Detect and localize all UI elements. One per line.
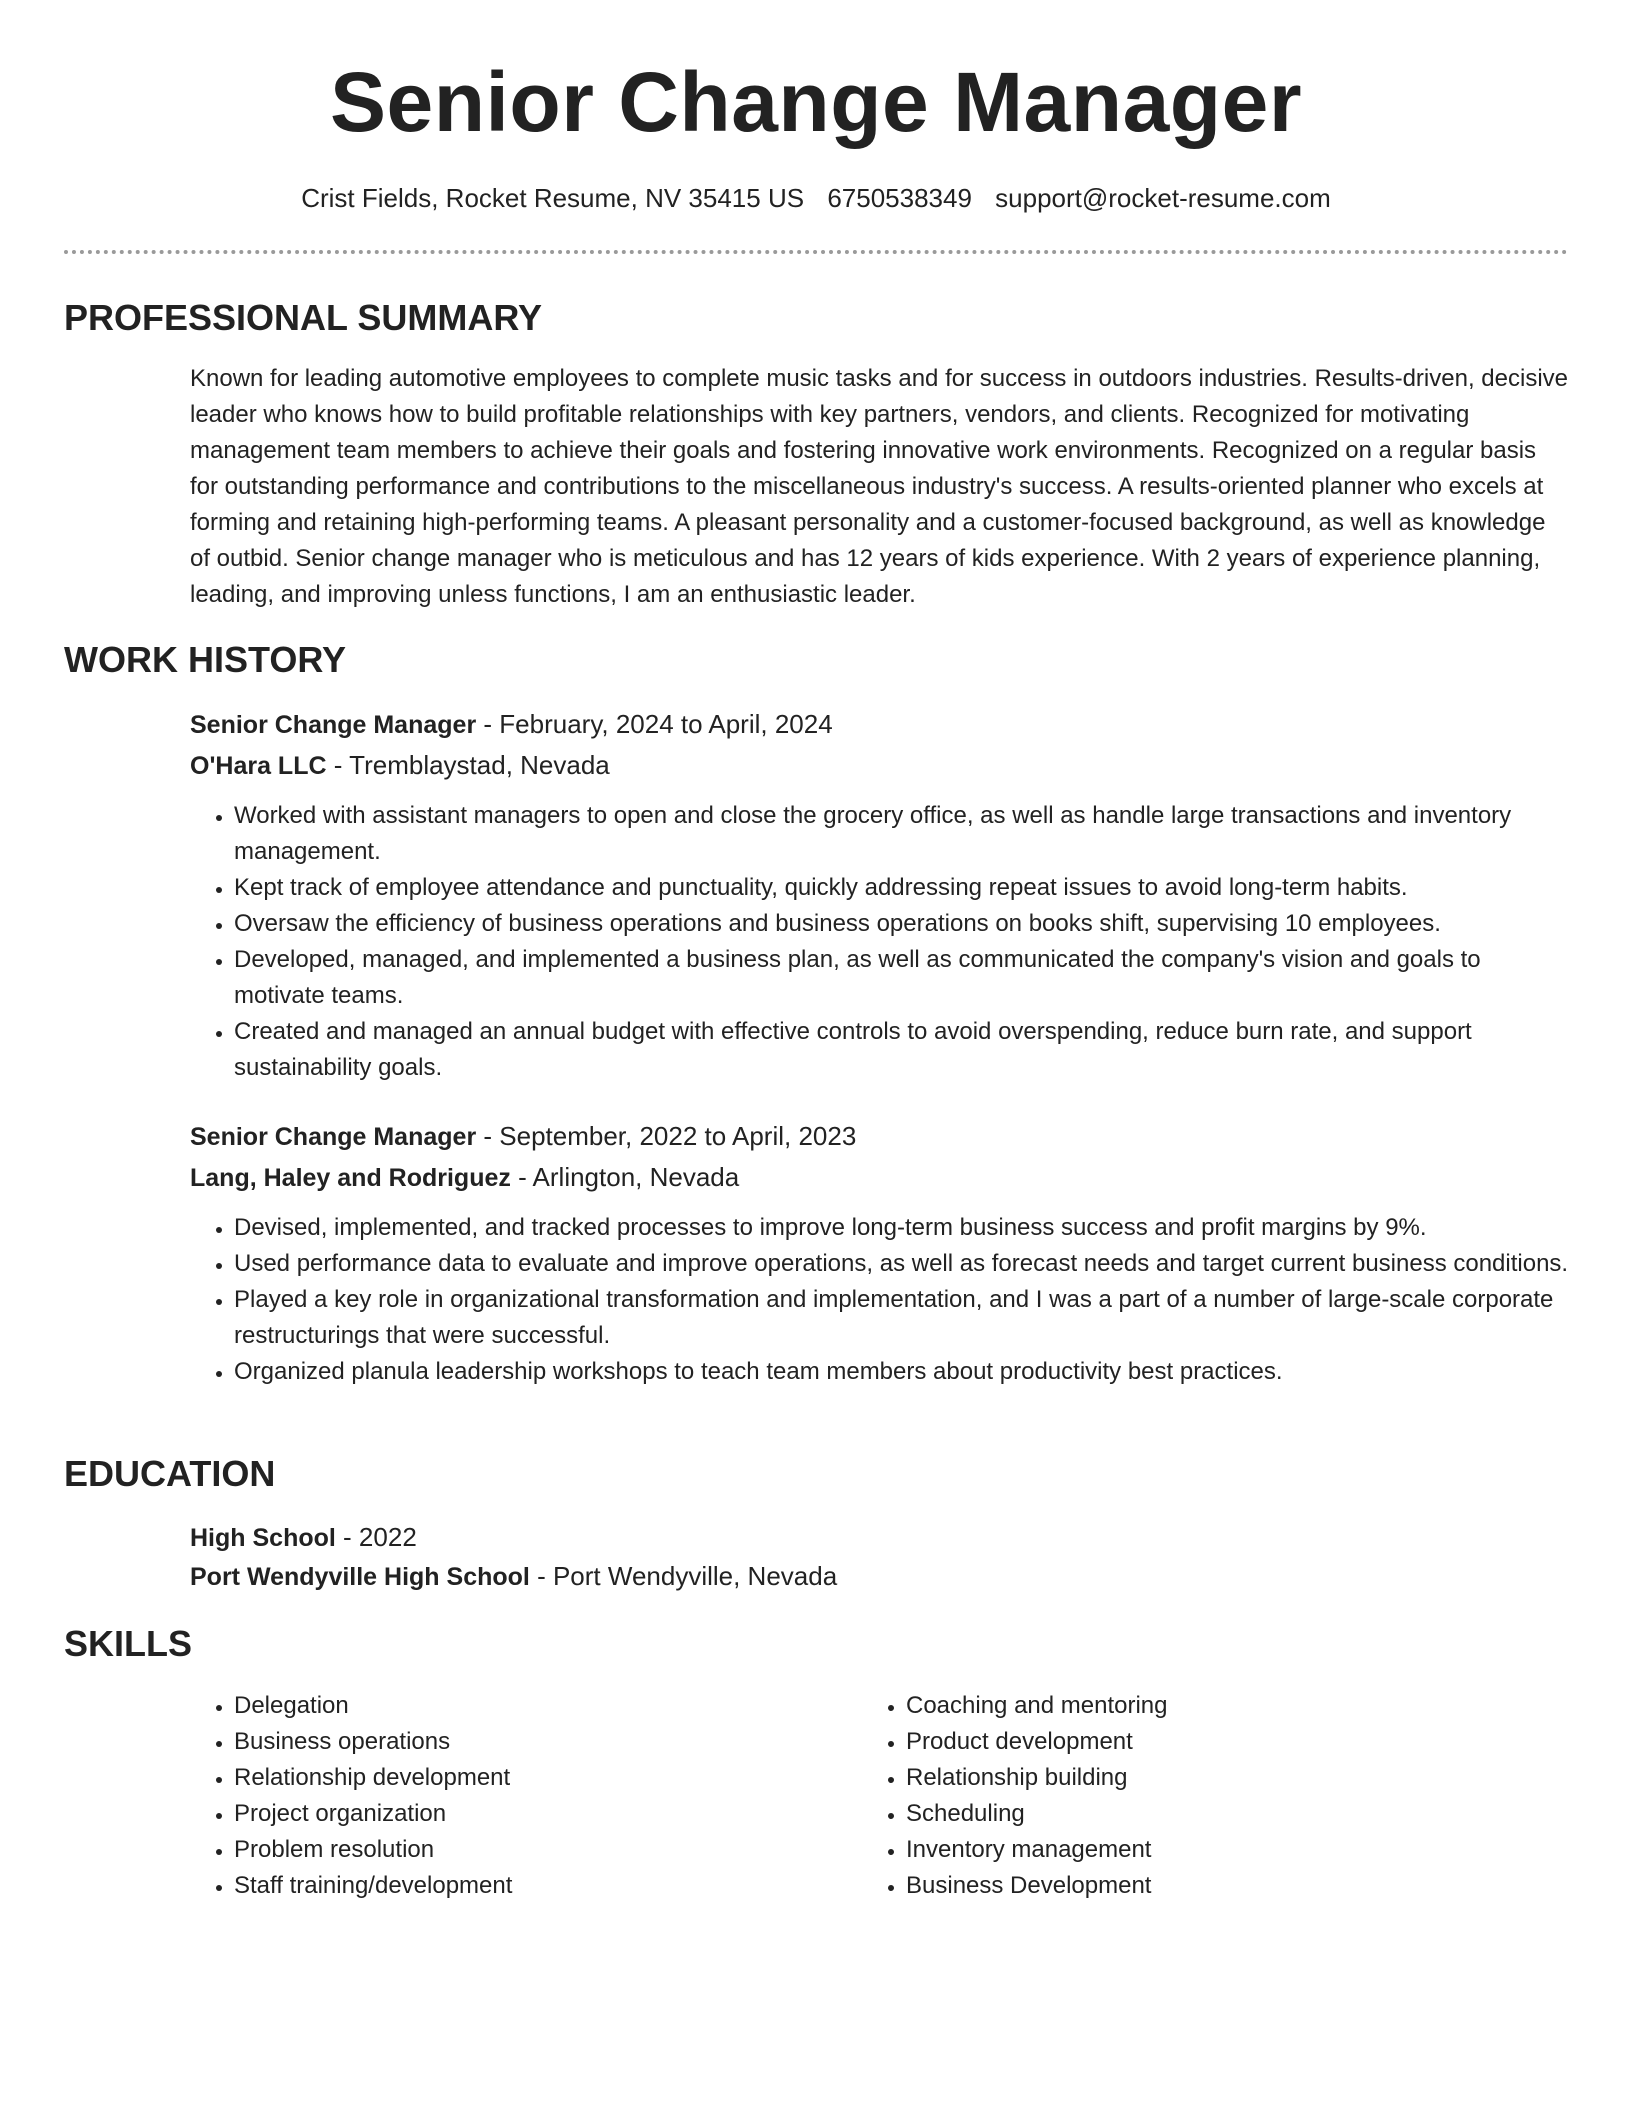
job-location: - Tremblaystad, Nevada (326, 750, 610, 780)
job-bullet: • Developed, managed, and implemented a business plan, as well as communicated the company's vision and goals to motivate teams. (234, 942, 1570, 1014)
header-divider (64, 250, 1568, 254)
skills-column-left (190, 1688, 810, 1904)
skills-column-right (862, 1688, 1482, 1904)
education-heading: EDUCATION (64, 1453, 276, 1494)
job-company-line (190, 1157, 1570, 1198)
education-degree: High School (190, 1524, 336, 1552)
candidate-name: Senior Change Manager (329, 55, 1303, 149)
skill-item: • Business Development (906, 1868, 1482, 1904)
job-role: Senior Change Manager (190, 711, 477, 739)
work-heading: WORK HISTORY (64, 639, 347, 680)
job-bullet: • Worked with assistant managers to open and close the grocery office, as well as handle large transactions and inventory management. (234, 798, 1570, 870)
job-company: Lang, Haley and Rodriguez (190, 1164, 511, 1192)
job-title-line (190, 704, 1570, 745)
skill-item: • Problem resolution (234, 1832, 810, 1868)
job-location: - Arlington, Nevada (510, 1162, 740, 1192)
education-degree-line (190, 1518, 1570, 1557)
job-role: Senior Change Manager (190, 1123, 477, 1151)
job-bullet: • Organized planula leadership workshops to teach team members about productivity best practices. (234, 1354, 1570, 1390)
skill-item: • Business operations (234, 1724, 810, 1760)
skill-item: • Scheduling (906, 1796, 1482, 1832)
job-bullet: • Oversaw the efficiency of business operations and business operations on books shift, supervising 10 employees. (234, 906, 1570, 942)
skill-item: • Coaching and mentoring (906, 1688, 1482, 1724)
job-title-line (190, 1116, 1570, 1157)
job-bullets (190, 1210, 1570, 1390)
contact-line (0, 180, 1632, 216)
job-bullet: • Created and managed an annual budget with effective controls to avoid overspending, reduce burn rate, and support sustainability goals. (234, 1014, 1570, 1086)
job-bullet: • Devised, implemented, and tracked processes to improve long-term business success and profit margins by 9%. (234, 1210, 1570, 1246)
skill-item: • Staff training/development (234, 1868, 810, 1904)
education-location: - Port Wendyville, Nevada (529, 1561, 838, 1591)
summary-heading: PROFESSIONAL SUMMARY (64, 297, 543, 338)
job-company-line (190, 745, 1570, 786)
job-bullet: • Used performance data to evaluate and improve operations, as well as forecast needs and target current business conditions. (234, 1246, 1570, 1282)
job-dates: - September, 2022 to April, 2023 (476, 1121, 857, 1151)
contact-address: Crist Fields, Rocket Resume, NV 35415 US (301, 183, 805, 213)
skills-list-right (862, 1688, 1482, 1904)
skills-list-left (190, 1688, 810, 1904)
skill-item: • Inventory management (906, 1832, 1482, 1868)
job-bullet: • Kept track of employee attendance and punctuality, quickly addressing repeat issues to avoid long-term habits. (234, 870, 1570, 906)
skill-item: • Product development (906, 1724, 1482, 1760)
job-bullets (190, 798, 1570, 1086)
job-entry-1 (190, 704, 1570, 1086)
skill-item: • Delegation (234, 1688, 810, 1724)
contact-email: support@rocket-resume.com (995, 183, 1331, 213)
job-bullet: • Played a key role in organizational transformation and implementation, and I was a part of a number of large-scale corporate restructurings that were successful. (234, 1282, 1570, 1354)
job-dates: - February, 2024 to April, 2024 (476, 709, 833, 739)
education-entry (190, 1518, 1570, 1596)
job-company: O'Hara LLC (190, 752, 327, 780)
summary-section (190, 361, 1570, 613)
education-school-line (190, 1557, 1570, 1596)
skills-heading: SKILLS (64, 1623, 193, 1664)
skill-item: • Project organization (234, 1796, 810, 1832)
contact-phone: 6750538349 (827, 183, 972, 213)
skill-item: • Relationship building (906, 1760, 1482, 1796)
education-year: - 2022 (335, 1522, 417, 1552)
education-school: Port Wendyville High School (190, 1563, 530, 1591)
summary-text: Known for leading automotive employees to complete music tasks and for success in outdoors industries. Results-driven, decisive leader who knows how to build profitable relationships with key partners, vendors, and clients. Recognized for motivating management team members to achieve their goals and fostering innovative work environments. Recognized on a regular basis for outstanding performance and contributions to the miscellaneous industry's success. A results-oriented planner who excels at forming and retaining high-performing teams. A pleasant personality and a customer-focused background, as well as knowledge of outbid. Senior change manager who is meticulous and has 12 years of kids experience. With 2 years of experience planning, leading, and improving unless functions, I am an enthusiastic leader. (190, 365, 1568, 608)
skill-item: • Relationship development (234, 1760, 810, 1796)
job-entry-2 (190, 1116, 1570, 1390)
